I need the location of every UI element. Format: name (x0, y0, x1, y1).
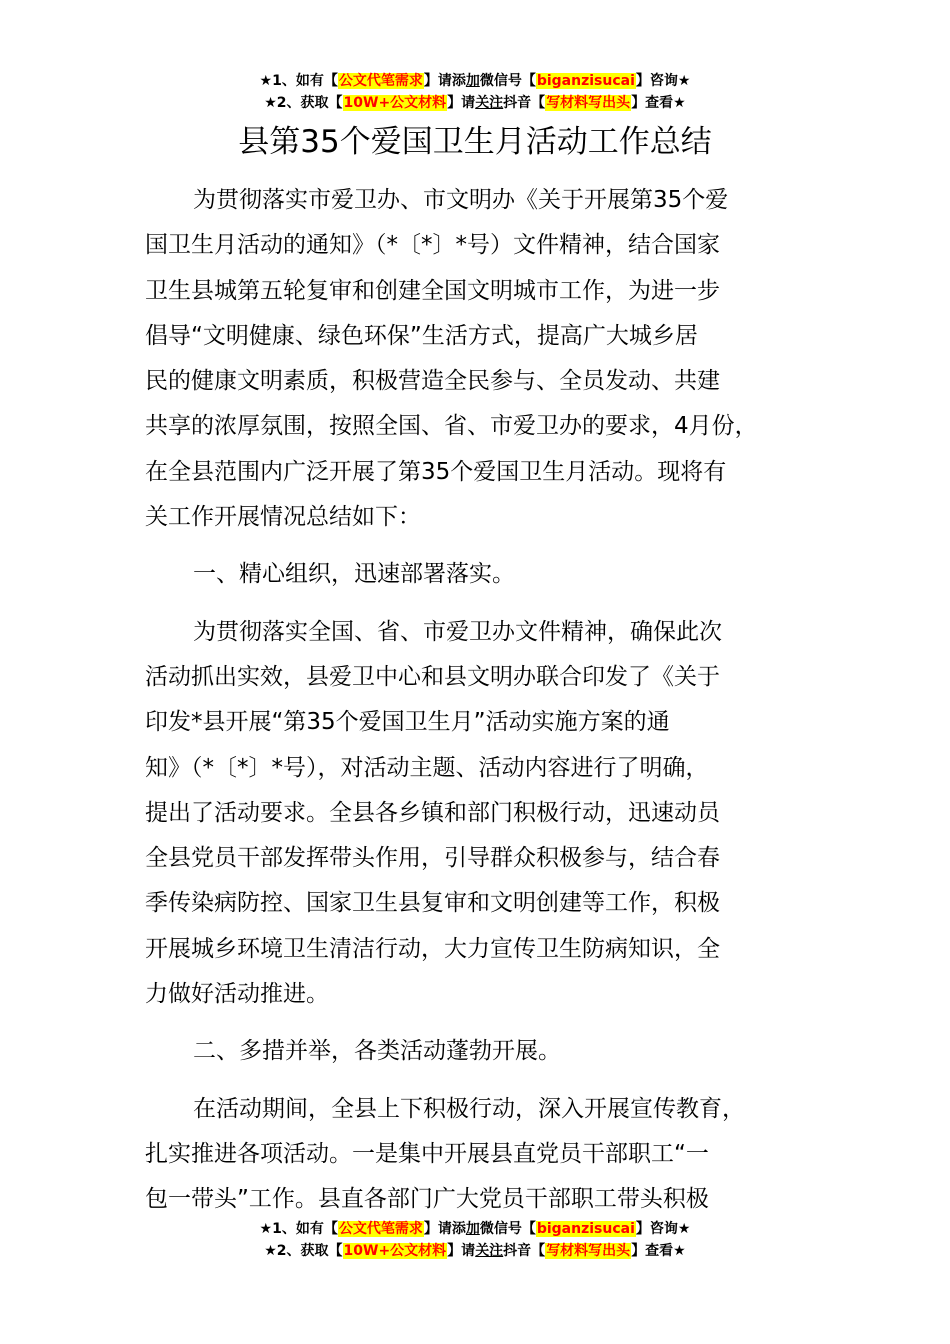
promo-highlight: 公文代笔需求 (338, 1221, 423, 1237)
promo-text: 】咨询★ (635, 73, 691, 89)
promo-text: 】咨询★ (635, 1221, 691, 1237)
promo-line-2 (0, 1240, 950, 1262)
section-heading: 一、精心组织，迅速部署落实。 (193, 561, 515, 588)
promo-highlight: 公文代笔需求 (338, 73, 423, 89)
document-title: 县第35个爱国卫生月活动工作总结 (238, 124, 712, 160)
promo-underline: 关注 (475, 1243, 504, 1259)
promo-underline: 加 (465, 1221, 480, 1237)
promo-highlight: 写材料写出头 (546, 95, 631, 111)
promo-text: 微信号【 (479, 73, 536, 89)
promo-text: ★2、获取【 (264, 95, 343, 111)
paragraph-line: 共享的浓厚氛围，按照全国、省、市爱卫办的要求，4月份， (145, 413, 758, 440)
paragraph-line: 国卫生月活动的通知》（*〔*〕*号）文件精神，结合国家 (145, 232, 720, 259)
promo-underline: 关注 (475, 95, 504, 111)
promo-banner-top (0, 70, 950, 114)
paragraph-line: 关工作开展情况总结如下： (145, 504, 421, 531)
promo-line-1 (0, 1218, 950, 1240)
paragraph-line: 卫生县城第五轮复审和创建全国文明城市工作，为进一步 (145, 277, 720, 304)
promo-text: 】请 (447, 1243, 476, 1259)
promo-text: 】请添 (423, 1221, 466, 1237)
paragraph-line: 提出了活动要求。全县各乡镇和部门积极行动，迅速动员 (145, 799, 720, 826)
paragraph-line: 全县党员干部发挥带头作用，引导群众积极参与，结合春 (145, 845, 720, 872)
document-body (145, 178, 835, 1223)
paragraph-line: 民的健康文明素质，积极营造全民参与、全员发动、共建 (145, 368, 720, 395)
paragraph-line: 活动抓出实效，县爱卫中心和县文明办联合印发了《关于 (145, 663, 720, 690)
paragraph-line: 在活动期间，全县上下积极行动，深入开展宣传教育， (193, 1095, 745, 1122)
promo-text: 微信号【 (479, 1221, 536, 1237)
paragraph-line: 印发*县开展“第35个爱国卫生月”活动实施方案的通 (145, 709, 670, 736)
promo-highlight: 写材料写出头 (546, 1243, 631, 1259)
paragraph-line: 为贯彻落实全国、省、市爱卫办文件精神，确保此次 (193, 618, 722, 645)
paragraph-line: 季传染病防控、国家卫生县复审和文明创建等工作，积极 (145, 890, 720, 917)
promo-text: 抖音【 (503, 1243, 546, 1259)
paragraph-line: 包一带头”工作。县直各部门广大党员干部职工带头积极 (145, 1186, 709, 1213)
promo-text: ★1、如有【 (259, 73, 338, 89)
promo-text: ★2、获取【 (264, 1243, 343, 1259)
paragraph-line: 力做好活动推进。 (145, 981, 329, 1008)
paragraph-line: 开展城乡环境卫生清洁行动，大力宣传卫生防病知识，全 (145, 935, 720, 962)
promo-text: 抖音【 (503, 95, 546, 111)
promo-highlight: biganzisucai (536, 73, 635, 89)
promo-underline: 加 (465, 73, 480, 89)
promo-text: ★1、如有【 (259, 1221, 338, 1237)
promo-text: 】查看★ (631, 95, 686, 111)
promo-highlight: biganzisucai (536, 1221, 635, 1237)
promo-line-2 (0, 92, 950, 114)
promo-text: 】请 (447, 95, 476, 111)
paragraph-line: 倡导“文明健康、绿色环保”生活方式，提高广大城乡居 (145, 322, 698, 349)
paragraph-line: 扎实推进各项活动。一是集中开展县直党员干部职工“一 (145, 1140, 709, 1167)
promo-highlight: 10W+公文材料 (343, 95, 447, 111)
paragraph-line: 知》（*〔*〕*号），对活动主题、活动内容进行了明确， (145, 754, 709, 781)
promo-banner-bottom (0, 1218, 950, 1262)
promo-text: 】查看★ (631, 1243, 686, 1259)
paragraph-line: 为贯彻落实市爱卫办、市文明办《关于开展第35个爱 (193, 187, 729, 213)
promo-highlight: 10W+公文材料 (343, 1243, 447, 1259)
promo-line-1 (0, 70, 950, 92)
paragraph-line: 在全县范围内广泛开展了第35个爱国卫生月活动。现将有 (145, 458, 727, 485)
section-heading: 二、多措并举，各类活动蓬勃开展。 (193, 1038, 561, 1065)
promo-text: 】请添 (423, 73, 466, 89)
